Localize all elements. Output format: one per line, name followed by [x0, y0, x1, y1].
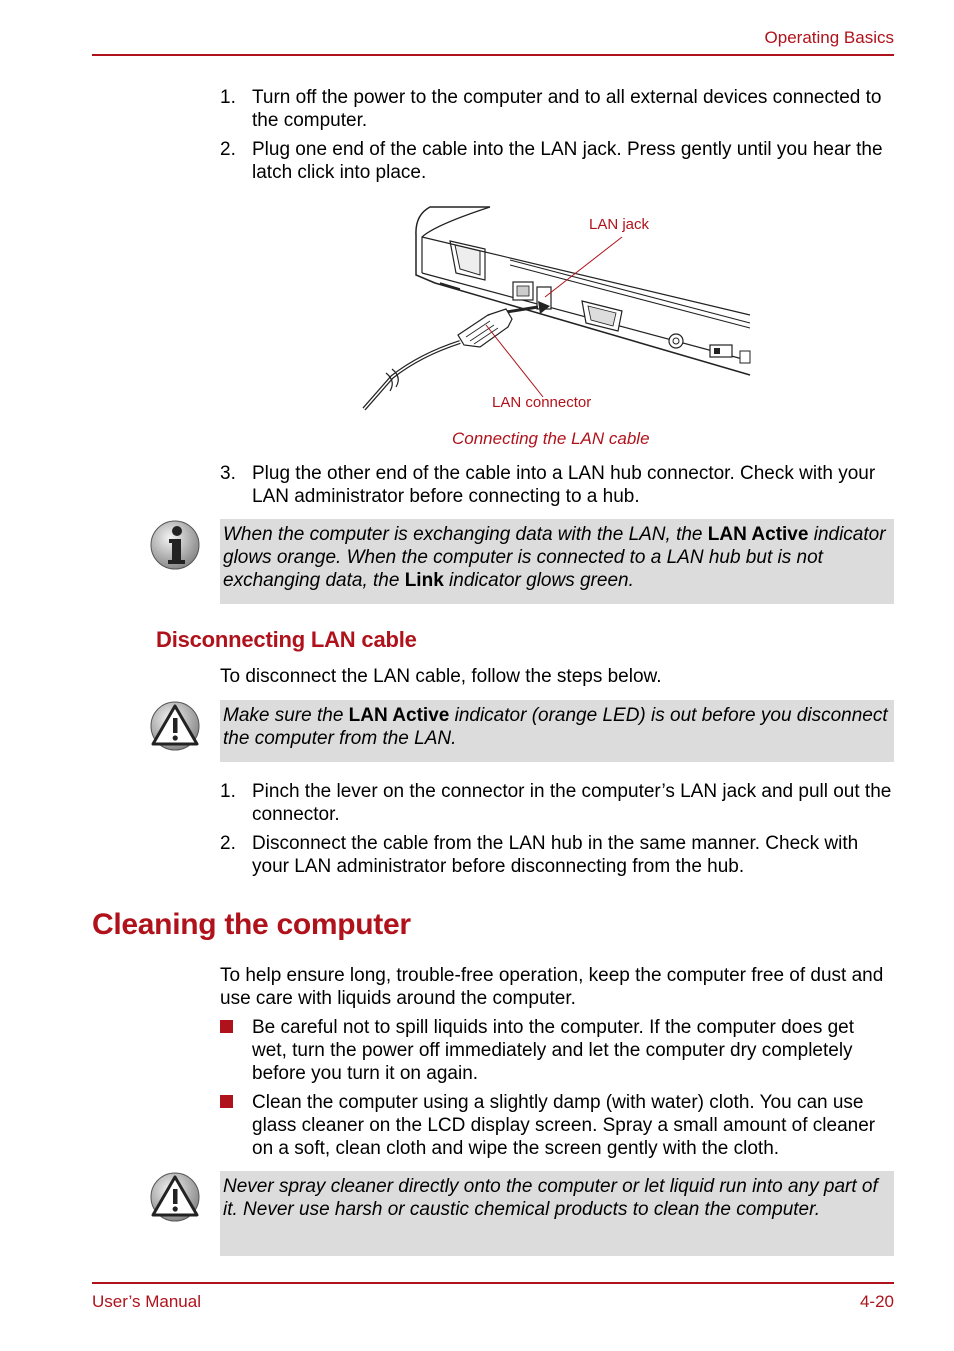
list-item — [220, 462, 894, 508]
chapter-heading: Cleaning the computer — [92, 908, 411, 941]
step-number: 3. — [220, 463, 236, 484]
section-heading: Disconnecting LAN cable — [156, 627, 417, 652]
caution-icon — [150, 1171, 202, 1223]
running-header: Operating Basics — [764, 28, 894, 47]
step-number: 1. — [220, 781, 236, 802]
step-number: 1. — [220, 87, 236, 108]
bullet-text: Be careful not to spill liquids into the computer. If the computer does get wet, turn the power off immediately and let the computer dry completely before you turn it on again. — [252, 1017, 855, 1084]
bullet-square-icon — [220, 1020, 233, 1033]
list-item — [220, 1016, 894, 1085]
note-bold-text: Link — [404, 570, 444, 591]
list-item — [220, 780, 894, 826]
note-text: indicator glows orange. When the computer is connected to a LAN hub but is not exchanging data, the — [223, 524, 886, 591]
note-text: When the computer is exchanging data with the LAN, the — [223, 524, 708, 545]
note-text: indicator glows green. — [443, 570, 634, 591]
list-item — [220, 1091, 894, 1160]
step-number: 2. — [220, 139, 236, 160]
lan-cable-illustration — [360, 205, 755, 415]
caution-note — [220, 1171, 894, 1256]
header-rule — [92, 54, 894, 56]
note-bold-text: LAN Active — [707, 524, 809, 545]
caution-note — [220, 700, 894, 762]
step-text: Disconnect the cable from the LAN hub in the same manner. Check with your LAN administrator before disconnecting from the hub. — [252, 833, 859, 877]
figure-caption: Connecting the LAN cable — [452, 429, 650, 448]
step-text: Plug the other end of the cable into a LAN hub connector. Check with your LAN administrator before connecting to a hub. — [252, 463, 876, 507]
page-number: 4-20 — [859, 1292, 894, 1311]
footer-manual-title: User’s Manual — [92, 1292, 201, 1311]
list-item — [220, 832, 894, 878]
step-text: Turn off the power to the computer and to all external devices connected to the computer. — [252, 87, 882, 131]
caution-icon — [150, 700, 202, 752]
info-icon — [150, 520, 202, 572]
step-text: Plug one end of the cable into the LAN jack. Press gently until you hear the latch click into place. — [252, 139, 883, 183]
note-bold-text: LAN Active — [348, 705, 450, 726]
note-text: Never spray cleaner directly onto the computer or let liquid run into any part of it. Never use harsh or caustic chemical products to clean the computer. — [223, 1176, 878, 1220]
step-number: 2. — [220, 833, 236, 854]
bullet-text: Clean the computer using a slightly damp (with water) cloth. You can use glass cleaner on the LCD display screen. Spray a small amount of cleaner on a soft, clean cloth and wipe the screen gently with the cloth. — [252, 1092, 876, 1159]
lan-jack-label: LAN jack — [589, 216, 650, 233]
lan-connector-label: LAN connector — [492, 394, 592, 411]
list-item — [220, 86, 894, 132]
bullet-square-icon — [220, 1095, 233, 1108]
footer-rule — [92, 1282, 894, 1284]
note-text: Make sure the — [223, 705, 349, 726]
paragraph: To disconnect the LAN cable, follow the steps below. — [220, 666, 662, 687]
list-item — [220, 138, 894, 184]
step-text: Pinch the lever on the connector in the computer’s LAN jack and pull out the connector. — [252, 781, 892, 825]
paragraph: To help ensure long, trouble-free operation, keep the computer free of dust and use care with liquids around the computer. — [220, 965, 884, 1009]
note-text: indicator (orange LED) is out before you disconnect the computer from the LAN. — [223, 705, 888, 749]
info-note — [220, 519, 894, 604]
